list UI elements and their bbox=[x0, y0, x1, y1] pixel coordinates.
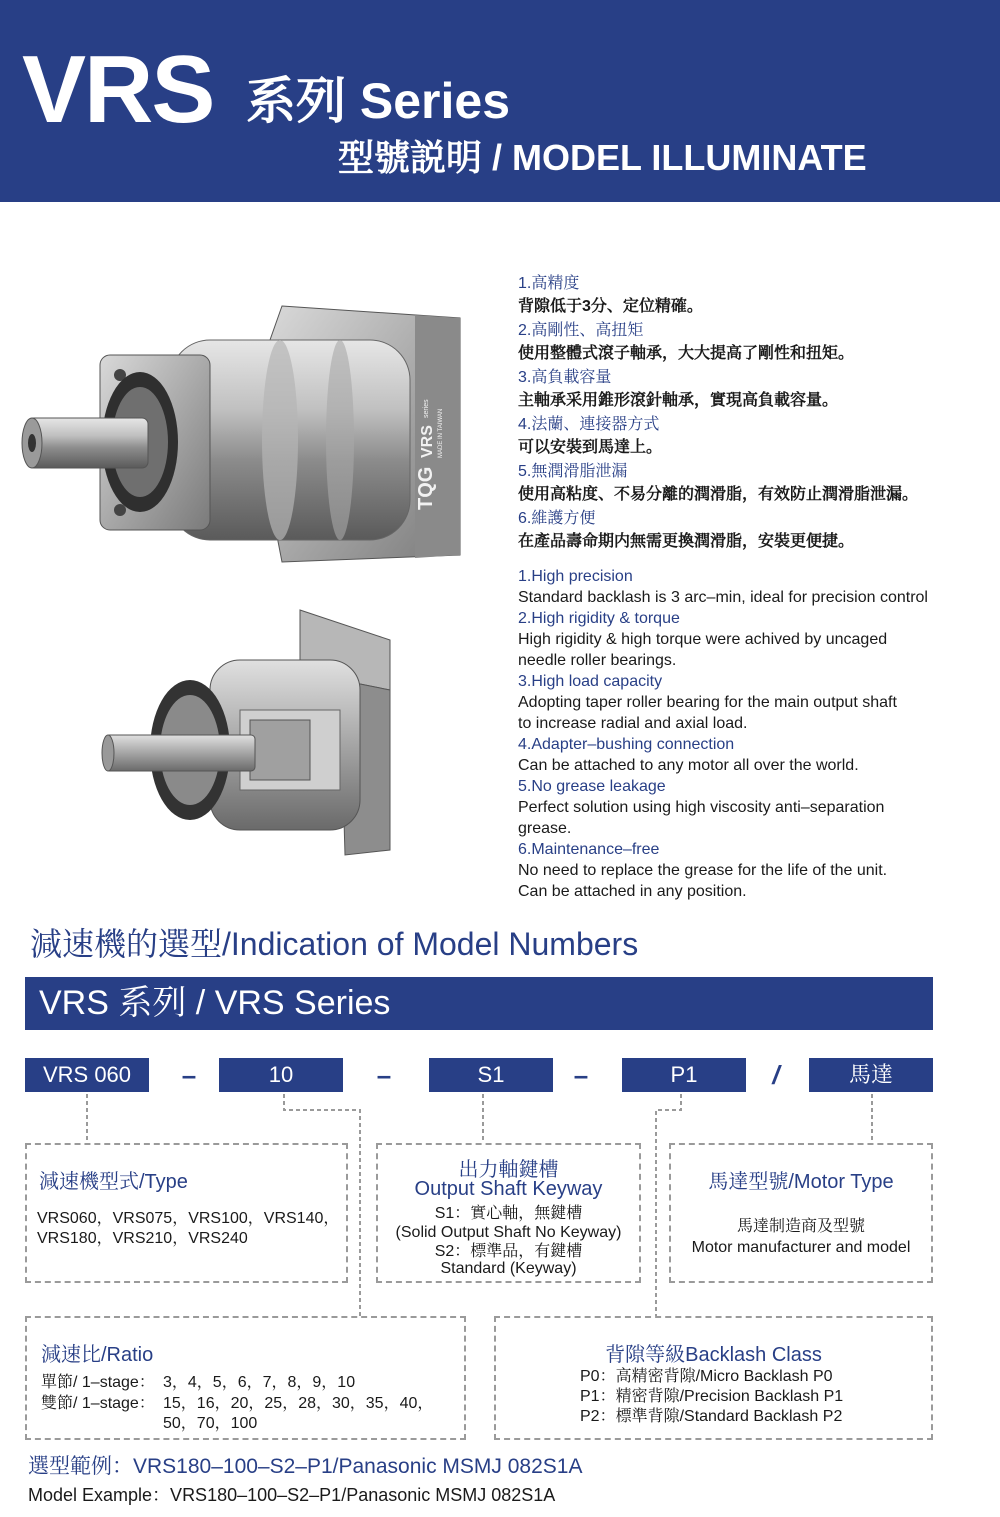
motor-box-line-2: Motor manufacturer and model bbox=[691, 1239, 911, 1256]
feature-en-desc: needle roller bearings. bbox=[518, 652, 677, 669]
product-model-label: VRS bbox=[419, 425, 436, 458]
feature-zh-desc: 使用整體式滾子軸承，大大提高了剛性和扭矩。 bbox=[518, 345, 855, 362]
feature-zh-title: 2.高剛性、高扭矩 bbox=[518, 322, 644, 339]
code-dash-3: – bbox=[573, 1060, 589, 1090]
type-box-title: 減速機型式/Type bbox=[39, 1171, 188, 1193]
feature-en-desc: Can be attached in any position. bbox=[518, 883, 747, 900]
motor-info-box bbox=[669, 1143, 933, 1283]
keyway-box-line-3: S2：標準品，有鍵槽 bbox=[434, 1243, 583, 1260]
code-dash-2: – bbox=[376, 1060, 392, 1090]
feature-en-title: 6.Maintenance–free bbox=[518, 841, 660, 858]
model-example-chinese: 選型範例：VRS180–100–S2–P1/Panasonic MSMJ 082S1A bbox=[28, 1455, 583, 1478]
code-type-box: VRS 060 bbox=[25, 1058, 149, 1092]
ratio-double-values-1: 15，16，20，25，28，30，35，40， bbox=[163, 1395, 434, 1412]
feature-zh-title: 1.高精度 bbox=[518, 275, 580, 292]
feature-en-title: 1.High precision bbox=[518, 568, 633, 585]
keyway-box-title-zh: 出力軸鍵槽 bbox=[458, 1159, 559, 1181]
product-made-in-label: MADE IN TAIWAN bbox=[438, 408, 444, 458]
ratio-double-label: 雙節/ 1–stage： bbox=[41, 1395, 155, 1412]
feature-zh-desc: 在產品壽命期内無需更換潤滑脂，安裝更便捷。 bbox=[518, 533, 855, 550]
feature-en-desc: grease. bbox=[518, 820, 572, 837]
ratio-single-label: 單節/ 1–stage： bbox=[41, 1374, 155, 1391]
feature-zh-desc: 使用高粘度、不易分離的潤滑脂，有效防止潤滑脂泄漏。 bbox=[518, 486, 919, 503]
backlash-box-title: 背隙等級Backlash Class bbox=[605, 1344, 822, 1366]
keyway-box-title-en: Output Shaft Keyway bbox=[414, 1178, 603, 1200]
product-series-label: series bbox=[423, 399, 430, 418]
feature-en-desc: No need to replace the grease for the life of the unit. bbox=[518, 862, 888, 879]
backlash-box-line-2: P1：精密背隙/Precision Backlash P1 bbox=[580, 1388, 844, 1405]
backlash-box-line-1: P0：高精密背隙/Micro Backlash P0 bbox=[580, 1368, 833, 1385]
feature-en-desc: Adopting taper roller bearing for the main output shaft bbox=[518, 694, 897, 711]
series-band-title: VRS 系列 / VRS Series bbox=[25, 977, 933, 1030]
backlash-box-line-3: P2：標準背隙/Standard Backlash P2 bbox=[580, 1408, 843, 1425]
header-vrs-title: VRS bbox=[22, 36, 214, 143]
feature-en-desc: High rigidity & high torque were achived by uncaged bbox=[518, 631, 888, 648]
feature-en-desc: Can be attached to any motor all over the world. bbox=[518, 757, 859, 774]
feature-zh-desc: 背隙低于3分、定位精確。 bbox=[518, 298, 703, 315]
motor-box-line-1: 馬達制造商及型號 bbox=[736, 1218, 865, 1235]
code-ratio-box: 10 bbox=[219, 1058, 343, 1092]
features-english-list bbox=[518, 566, 988, 902]
type-box-line-2: VRS180，VRS210，VRS240 bbox=[37, 1230, 248, 1247]
type-box-line-1: VRS060，VRS075，VRS100，VRS140， bbox=[37, 1210, 340, 1227]
ratio-double-values-2: 50，70，100 bbox=[163, 1415, 258, 1432]
feature-zh-title: 3.高負載容量 bbox=[518, 369, 612, 386]
type-info-box bbox=[25, 1143, 348, 1283]
motor-box-title: 馬達型號/Motor Type bbox=[708, 1171, 894, 1193]
feature-en-title: 5.No grease leakage bbox=[518, 778, 666, 795]
keyway-box-line-1: S1：實心軸，無鍵槽 bbox=[434, 1205, 583, 1222]
product-brand-label: TQG bbox=[415, 466, 437, 510]
feature-en-desc: to increase radial and axial load. bbox=[518, 715, 748, 732]
feature-zh-title: 6.維護方便 bbox=[518, 510, 596, 527]
ratio-single-values: 3，4，5，6，7，8，9，10 bbox=[163, 1374, 356, 1391]
feature-zh-desc: 可以安裝到馬達上。 bbox=[518, 439, 663, 456]
feature-zh-desc: 主軸承采用錐形滾針軸承，實現高負載容量。 bbox=[518, 392, 839, 409]
code-motor-box: 馬達 bbox=[809, 1058, 933, 1092]
feature-en-desc: Perfect solution using high viscosity anti–separation bbox=[518, 799, 885, 816]
code-keyway-box: S1 bbox=[429, 1058, 553, 1092]
feature-en-title: 2.High rigidity & torque bbox=[518, 610, 680, 627]
feature-en-title: 4.Adapter–bushing connection bbox=[518, 736, 735, 753]
header-series-title: 系列 Series bbox=[246, 73, 511, 129]
gearbox-cutaway-image bbox=[100, 600, 480, 860]
keyway-box-line-2: (Solid Output Shaft No Keyway) bbox=[395, 1224, 622, 1241]
ratio-box-title: 減速比/Ratio bbox=[41, 1344, 154, 1366]
code-dash-1: – bbox=[181, 1060, 197, 1090]
code-backlash-box: P1 bbox=[622, 1058, 746, 1092]
feature-zh-title: 4.法蘭、連接器方式 bbox=[518, 416, 660, 433]
model-example-english: Model Example：VRS180–100–S2–P1/Panasonic MSMJ 082S1A bbox=[28, 1485, 556, 1505]
keyway-box-line-4: Standard (Keyway) bbox=[440, 1260, 577, 1277]
backlash-info-box bbox=[494, 1316, 933, 1440]
features-chinese-list bbox=[518, 272, 988, 554]
header-banner bbox=[0, 0, 1000, 202]
code-slash: / bbox=[772, 1060, 780, 1090]
feature-en-title: 3.High load capacity bbox=[518, 673, 663, 690]
gearbox-product-image bbox=[20, 300, 480, 565]
feature-zh-title: 5.無潤滑脂泄漏 bbox=[518, 463, 628, 480]
header-subtitle: 型號説明 / MODEL ILLUMINATE bbox=[338, 137, 867, 178]
feature-en-desc: Standard backlash is 3 arc–min, ideal for precision control bbox=[518, 589, 928, 606]
model-numbers-section-title: 減速機的選型/Indication of Model Numbers bbox=[30, 926, 639, 962]
keyway-info-box bbox=[376, 1143, 641, 1283]
ratio-info-box bbox=[25, 1316, 466, 1440]
